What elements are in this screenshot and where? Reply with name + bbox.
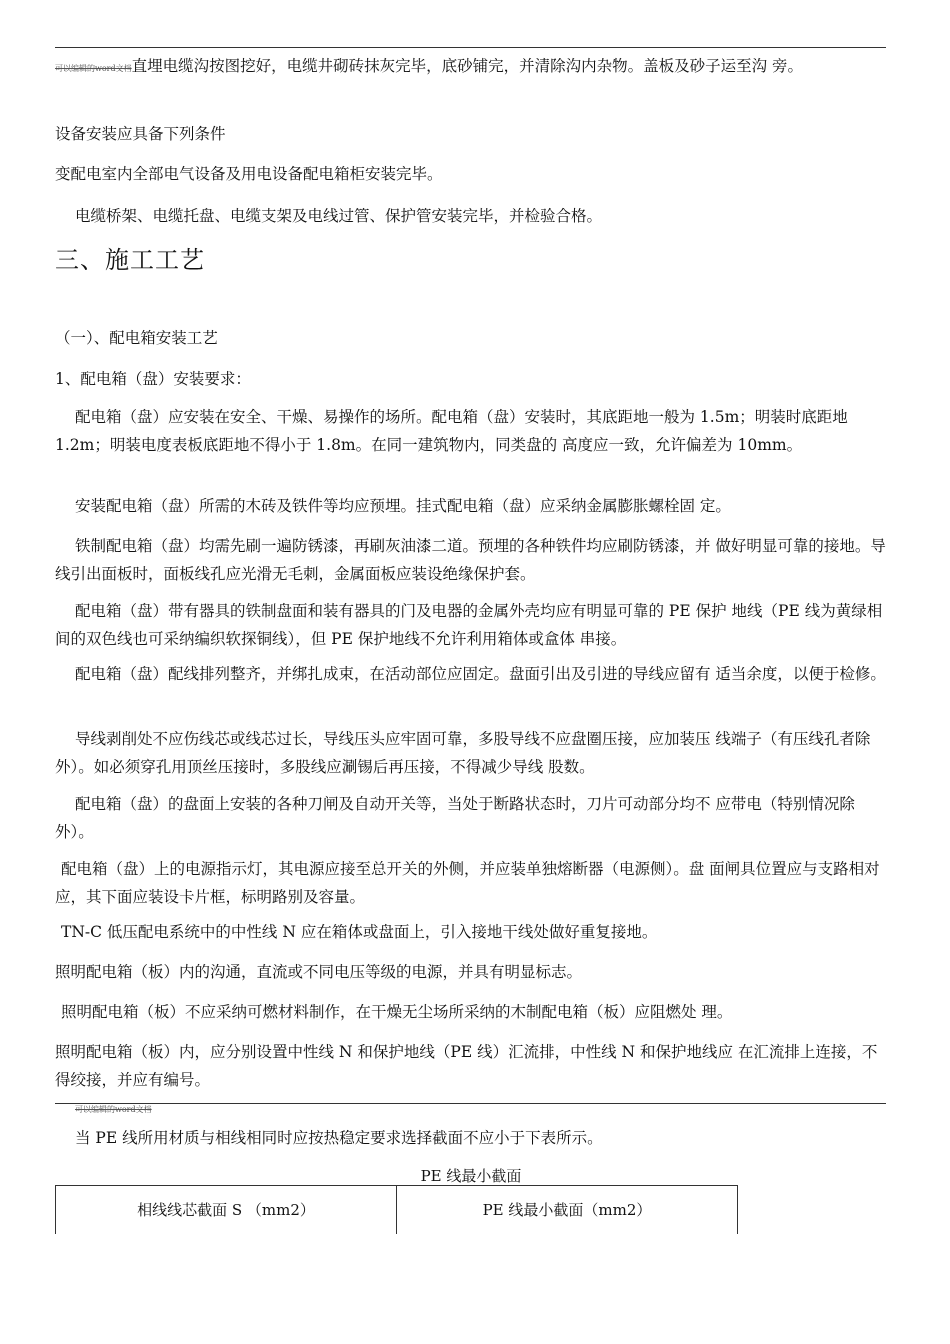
paragraph-text: 直埋电缆沟按图挖好，电缆井砌砖抹灰完毕，底砂铺完，并清除沟内杂物。盖板及砂子运至沟 旁。	[131, 57, 804, 75]
table-caption: PE 线最小截面	[420, 1167, 522, 1185]
paragraph: 配电箱（盘）应安装在安全、干燥、易操作的场所。配电箱（盘）安装时，其底距地一般为 1.5m；明装时底距地 1.2m；明装电度表板底距地不得小于 1.8m。在同一建筑物内，同类盘的 高度应一致，允许偏差为 10mm。	[55, 408, 848, 454]
paragraph: 配电箱（盘）配线排列整齐，并绑扎成束，在活动部位应固定。盘面引出及引进的导线应留有 适当余度，以便于检修。	[75, 665, 886, 683]
pe-section-table	[55, 1185, 738, 1234]
paragraph	[55, 52, 887, 83]
paragraph: 导线剥削处不应伤线芯或线芯过长，导线压头应牢固可靠，多股导线不应盘圈压接，应加装压 线端子（有压线孔者除外）。如必须穿孔用顶丝压接时，多股线应涮锡后再压接，不得减少导线 股数。	[55, 730, 871, 776]
paragraph: TN-C 低压配电系统中的中性线 N 应在箱体或盘面上，引入接地干线处做好重复接地。	[61, 923, 658, 941]
sub-section-title: （一）、配电箱安装工艺	[55, 329, 218, 347]
header-watermark: 可以编辑的word文档	[55, 64, 132, 73]
paragraph: 照明配电箱（板）内，应分别设置中性线 N 和保护地线（PE 线）汇流排，中性线 N 和保护地线应 在汇流排上连接，不得绞接，并应有编号。	[55, 1043, 878, 1089]
section-title: 三、施工工艺	[55, 246, 205, 274]
paragraph: 当 PE 线所用材质与相线相同时应按热稳定要求选择截面不应小于下表所示。	[75, 1129, 603, 1147]
paragraph: 变配电室内全部电气设备及用电设备配电箱柜安装完毕。	[55, 165, 443, 183]
footer-watermark: 可以编辑的word文档	[75, 1105, 152, 1114]
paragraph: 电缆桥架、电缆托盘、电缆支架及电线过管、保护管安装完毕，并检验合格。	[75, 207, 603, 225]
table-header-cell: 相线线芯截面 S （mm2）	[56, 1186, 397, 1234]
paragraph: 配电箱（盘）的盘面上安装的各种刀闸及自动开关等，当处于断路状态时，刀片可动部分均不 应带电（特别情况除外）。	[55, 795, 855, 841]
paragraph: 配电箱（盘）上的电源指示灯，其电源应接至总开关的外侧，并应装单独熔断器（电源侧）。盘 面闸具位置应与支路相对应，其下面应装设卡片框，标明路别及容量。	[55, 860, 880, 906]
paragraph: 照明配电箱（板）内的沟通，直流或不同电压等级的电源，并具有明显标志。	[55, 963, 583, 981]
item-title: 1、配电箱（盘）安装要求：	[55, 370, 251, 388]
paragraph: 安装配电箱（盘）所需的木砖及铁件等均应预埋。挂式配电箱（盘）应采纳金属膨胀螺栓固 定。	[75, 497, 731, 515]
paragraph: 配电箱（盘）带有器具的铁制盘面和装有器具的门及电器的金属外壳均应有明显可靠的 PE 保护 地线（PE 线为黄绿相间的双色线也可采纳编织软探铜线），但 PE 保护地线不允许利用箱体或盒体 串接。	[55, 602, 883, 648]
paragraph: 照明配电箱（板）不应采纳可燃材料制作，在干燥无尘场所采纳的木制配电箱（板）应阻燃处 理。	[61, 1003, 733, 1021]
paragraph: 铁制配电箱（盘）均需先刷一遍防锈漆，再刷灰油漆二道。预埋的各种铁件均应刷防锈漆，并 做好明显可靠的接地。导线引出面板时，面板线孔应光滑无毛刺，金属面板应装设绝缘保护套。	[55, 537, 886, 583]
header-rule	[55, 47, 886, 48]
paragraph: 设备安装应具备下列条件	[55, 125, 226, 143]
table-header-cell: PE 线最小截面（mm2）	[482, 1201, 652, 1219]
footer-rule	[55, 1103, 886, 1104]
